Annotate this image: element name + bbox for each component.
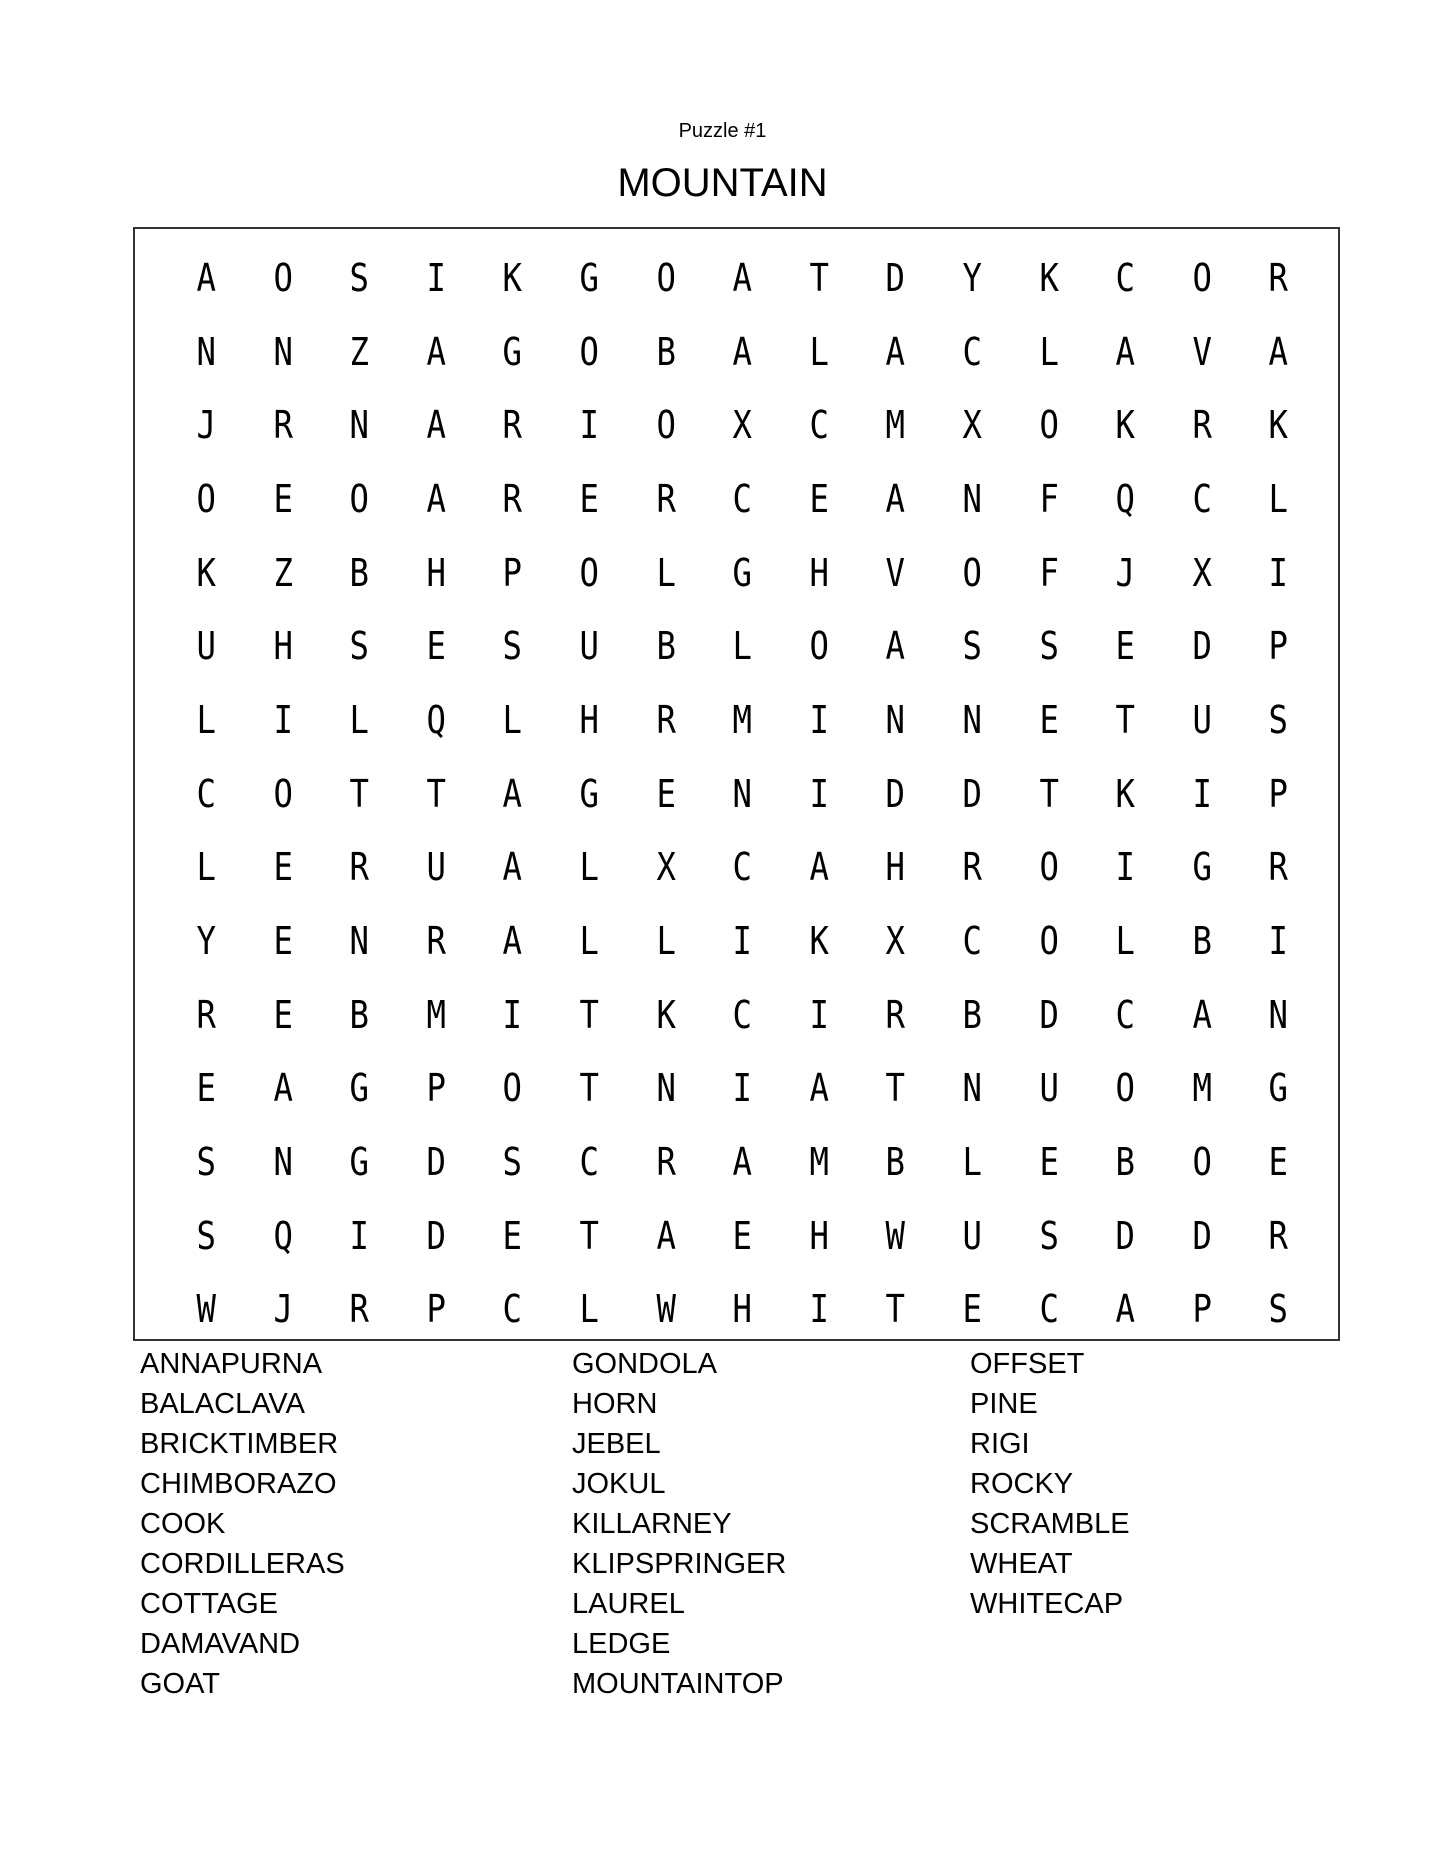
grid-cell[interactable]: N [1268,992,1289,1037]
grid-cell[interactable]: K [809,919,829,964]
grid-cell[interactable]: Y [196,919,217,964]
word-list-item: COOK [140,1508,226,1540]
grid-cell[interactable]: X [885,919,906,964]
grid-cell[interactable]: B [656,624,676,669]
grid-cell[interactable]: G [579,255,599,300]
grid-cell[interactable]: G [349,1066,370,1111]
grid-cell[interactable]: W [885,1213,906,1258]
word-list-item: GOAT [140,1668,221,1700]
grid-cell[interactable]: N [349,919,370,964]
grid-cell[interactable]: M [809,1140,829,1185]
grid-cell[interactable]: C [1115,992,1136,1037]
word-list-item: COTTAGE [140,1588,279,1620]
grid-cell[interactable]: C [809,403,829,448]
grid-cell[interactable]: S [1039,1213,1059,1258]
grid-cell[interactable]: C [732,476,753,521]
grid-cell[interactable]: N [885,697,906,742]
grid-cell[interactable]: E [196,1066,217,1111]
word-list-item: WHEAT [970,1548,1073,1580]
grid-cell[interactable]: E [1039,697,1059,742]
grid-cell[interactable]: N [656,1066,676,1111]
grid-cell[interactable]: E [1115,624,1136,669]
grid-cell[interactable]: A [273,1066,293,1111]
grid-cell[interactable]: A [885,624,906,669]
grid-cell[interactable]: G [1192,845,1212,890]
grid-cell[interactable]: T [1039,771,1059,816]
grid-cell[interactable]: K [1115,771,1136,816]
grid-cell[interactable]: L [502,697,523,742]
grid-cell[interactable]: C [732,992,753,1037]
grid-cell[interactable]: S [349,624,370,669]
grid-cell[interactable]: O [1039,919,1059,964]
grid-cell[interactable]: C [1192,476,1212,521]
grid-cell[interactable]: H [885,845,906,890]
grid-cell[interactable]: O [349,476,370,521]
grid-cell[interactable]: Z [273,550,293,595]
grid-cell[interactable]: T [426,771,446,816]
grid-cell[interactable]: S [502,624,523,669]
grid-cell[interactable]: X [1192,550,1212,595]
grid-cell[interactable]: M [885,403,906,448]
grid-cell[interactable]: M [1192,1066,1212,1111]
grid-cell[interactable]: S [502,1140,523,1185]
grid-cell[interactable]: A [502,771,523,816]
grid-cell[interactable]: O [1192,1140,1212,1185]
grid-cell[interactable]: H [809,1213,829,1258]
grid-cell[interactable]: A [809,1066,829,1111]
grid-cell[interactable]: Q [426,697,446,742]
grid-cell[interactable]: D [1192,624,1212,669]
grid-cell[interactable]: W [196,1287,217,1332]
grid-cell[interactable]: L [656,919,676,964]
grid-cell[interactable]: A [885,329,906,374]
grid-cell[interactable]: K [1115,403,1136,448]
puzzle-number: Puzzle #1 [678,120,767,142]
grid-cell[interactable]: I [809,771,829,816]
grid-cell[interactable]: E [656,771,676,816]
grid-cell[interactable]: C [1039,1287,1059,1332]
grid-cell[interactable]: L [656,550,676,595]
word-list-column-1 [140,1344,345,1704]
grid-cell[interactable]: A [426,403,446,448]
grid-cell[interactable]: T [809,255,829,300]
grid-cell[interactable]: Q [273,1213,293,1258]
grid-cell[interactable]: D [426,1213,446,1258]
grid-cell[interactable]: E [426,624,446,669]
grid-cell[interactable]: N [273,1140,293,1185]
grid-cell[interactable]: M [426,992,446,1037]
grid-cell[interactable]: U [1192,697,1212,742]
word-list-column-2 [572,1344,786,1704]
grid-cell[interactable]: G [349,1140,370,1185]
grid-cell[interactable]: D [962,771,982,816]
grid-cell[interactable]: A [732,255,753,300]
word-list-column-3 [970,1344,1130,1624]
grid-cell[interactable]: X [732,403,753,448]
grid-cell[interactable]: K [1268,403,1289,448]
grid-cell[interactable]: T [1115,697,1136,742]
grid-cell[interactable]: D [1115,1213,1136,1258]
grid-cell[interactable]: H [426,550,446,595]
grid-cell[interactable]: C [502,1287,523,1332]
grid-cell[interactable]: L [579,845,599,890]
word-list-item: JOKUL [572,1468,666,1500]
grid-cell[interactable]: A [809,845,829,890]
grid-cell[interactable]: V [885,550,906,595]
grid-cell[interactable]: V [1192,329,1212,374]
word-list-item: RIGI [970,1428,1030,1460]
grid-cell[interactable]: L [196,845,217,890]
grid-cell[interactable]: R [885,992,906,1037]
word-list-item: KLIPSPRINGER [572,1548,787,1580]
grid-cell[interactable]: U [962,1213,982,1258]
word-list-item: MOUNTAINTOP [572,1668,784,1700]
grid-cell[interactable]: P [1268,771,1289,816]
grid-cell[interactable]: E [1268,1140,1289,1185]
word-list-item: HORN [572,1388,658,1420]
grid-cell[interactable]: P [1192,1287,1212,1332]
grid-cell[interactable]: R [656,476,676,521]
grid-cell[interactable]: A [1115,329,1136,374]
grid-cell[interactable]: U [579,624,599,669]
grid-cell[interactable]: P [426,1287,446,1332]
grid-cell[interactable]: C [962,919,982,964]
grid-cell[interactable]: O [579,550,599,595]
grid-cell[interactable]: A [1192,992,1212,1037]
grid-cell[interactable]: I [732,919,753,964]
word-list-item: BALACLAVA [140,1388,305,1420]
grid-cell[interactable]: P [1268,624,1289,669]
grid-cell[interactable]: T [579,1066,599,1111]
grid-cell[interactable]: R [349,845,370,890]
grid-cell[interactable]: E [273,845,293,890]
grid-cell[interactable]: Y [962,255,982,300]
grid-cell[interactable]: A [502,845,523,890]
grid-cell[interactable]: A [732,329,753,374]
grid-cell[interactable]: K [502,255,523,300]
grid-cell[interactable]: J [1115,550,1136,595]
grid-cell[interactable]: E [962,1287,982,1332]
grid-cell[interactable]: T [349,771,370,816]
grid-cell[interactable]: T [579,1213,599,1258]
grid-cell[interactable]: S [196,1213,217,1258]
grid-cell[interactable]: O [962,550,982,595]
grid-cell[interactable]: O [809,624,829,669]
grid-cell[interactable]: S [349,255,370,300]
grid-cell[interactable]: N [349,403,370,448]
grid-cell[interactable]: S [1268,697,1289,742]
grid-cell[interactable]: A [732,1140,753,1185]
grid-cell[interactable]: E [273,992,293,1037]
grid-cell[interactable]: E [273,919,293,964]
grid-cell[interactable]: O [1115,1066,1136,1111]
grid-cell[interactable]: S [196,1140,217,1185]
grid-cell[interactable]: I [579,403,599,448]
grid-cell[interactable]: A [1115,1287,1136,1332]
grid-cell[interactable]: T [579,992,599,1037]
word-list-item: OFFSET [970,1348,1085,1380]
grid-cell[interactable]: O [1192,255,1212,300]
grid-cell[interactable]: O [656,403,676,448]
grid-cell[interactable]: L [962,1140,982,1185]
word-list-item: ANNAPURNA [140,1348,323,1380]
grid-cell[interactable]: O [656,255,676,300]
grid-cell[interactable]: X [656,845,676,890]
grid-cell[interactable]: G [502,329,523,374]
grid-cell[interactable]: O [1039,845,1059,890]
grid-cell[interactable]: Z [349,329,370,374]
grid-cell[interactable]: U [426,845,446,890]
grid-cell[interactable]: D [885,255,906,300]
grid-cell[interactable]: H [579,697,599,742]
grid-cell[interactable]: L [1268,476,1289,521]
grid-cell[interactable]: L [349,697,370,742]
grid-cell[interactable]: T [885,1287,906,1332]
grid-cell[interactable]: I [502,992,523,1037]
grid-cell[interactable]: Q [1115,476,1136,521]
grid-cell[interactable]: K [656,992,676,1037]
grid-cell[interactable]: C [196,771,217,816]
grid-cell[interactable]: N [962,476,982,521]
grid-cell[interactable]: I [1268,550,1289,595]
grid-cell[interactable]: H [732,1287,753,1332]
grid-cell[interactable]: L [579,919,599,964]
word-list-item: LAUREL [572,1588,685,1620]
grid-cell[interactable]: R [1268,255,1289,300]
grid-cell[interactable]: I [1268,919,1289,964]
grid-cell[interactable]: S [962,624,982,669]
grid-cell[interactable]: E [502,1213,523,1258]
grid-cell[interactable]: I [1115,845,1136,890]
grid-cell[interactable]: R [656,697,676,742]
grid-cell[interactable]: F [1039,476,1059,521]
grid-cell[interactable]: G [1268,1066,1289,1111]
grid-cell[interactable]: O [502,1066,523,1111]
grid-cell[interactable]: E [273,476,293,521]
grid-cell[interactable]: O [579,329,599,374]
grid-cell[interactable]: H [273,624,293,669]
grid-cell[interactable]: B [656,329,676,374]
word-list-item: GONDOLA [572,1348,718,1380]
grid-cell[interactable]: I [732,1066,753,1111]
word-list-item: CHIMBORAZO [140,1468,337,1500]
grid-cell[interactable]: I [349,1213,370,1258]
grid-cell[interactable]: E [732,1213,753,1258]
grid-cell[interactable]: U [196,624,217,669]
grid-cell[interactable]: A [426,476,446,521]
word-list-item: DAMAVAND [140,1628,301,1660]
word-list-item: JEBEL [572,1428,661,1460]
grid-cell[interactable]: C [732,845,753,890]
grid-cell[interactable]: D [426,1140,446,1185]
grid-cell[interactable]: O [273,255,293,300]
grid-cell[interactable]: I [809,697,829,742]
grid-cell[interactable]: W [656,1287,676,1332]
grid-cell[interactable]: M [732,697,753,742]
grid-cell[interactable]: U [1039,1066,1059,1111]
grid-cell[interactable]: A [426,329,446,374]
grid-cell[interactable]: B [349,992,370,1037]
word-list-item: BRICKTIMBER [140,1428,339,1460]
grid-cell[interactable]: B [349,550,370,595]
grid-cell[interactable]: B [885,1140,906,1185]
grid-cell[interactable]: A [196,255,217,300]
grid-cell[interactable]: R [196,992,217,1037]
grid-cell[interactable]: G [732,550,753,595]
grid-cell[interactable]: L [579,1287,599,1332]
grid-cell[interactable]: S [1268,1287,1289,1332]
grid-cell[interactable]: T [885,1066,906,1111]
grid-cell[interactable]: R [656,1140,676,1185]
word-list-item: KILLARNEY [572,1508,732,1540]
grid-cell[interactable]: N [196,329,217,374]
grid-cell[interactable]: R [1192,403,1212,448]
grid-cell[interactable]: J [196,403,217,448]
grid-cell[interactable]: C [579,1140,599,1185]
grid-cell[interactable]: E [579,476,599,521]
grid-cell[interactable]: I [273,697,293,742]
grid-cell[interactable]: C [1115,255,1136,300]
grid-cell[interactable]: A [502,919,523,964]
puzzle-title: MOUNTAIN [617,161,828,205]
grid-cell[interactable]: J [273,1287,293,1332]
grid-cell[interactable]: R [502,476,523,521]
grid-cell[interactable]: D [1039,992,1059,1037]
grid-cell[interactable]: A [885,476,906,521]
word-list-item: LEDGE [572,1628,671,1660]
grid-cell[interactable]: D [885,771,906,816]
grid-cell[interactable]: N [962,697,982,742]
grid-cell[interactable]: O [196,476,217,521]
word-list-item: ROCKY [970,1468,1074,1500]
letter-grid [168,241,1317,1346]
grid-cell[interactable]: K [196,550,217,595]
grid-cell[interactable]: L [1115,919,1136,964]
grid-cell[interactable]: R [426,919,446,964]
grid-cell[interactable]: R [502,403,523,448]
word-list-item: WHITECAP [970,1588,1124,1620]
grid-cell[interactable]: L [809,329,829,374]
grid-cell[interactable]: A [1268,329,1289,374]
grid-cell[interactable]: L [1039,329,1059,374]
grid-cell[interactable]: X [962,403,982,448]
grid-cell[interactable]: N [273,329,293,374]
grid-cell[interactable]: I [1192,771,1212,816]
grid-cell[interactable]: L [732,624,753,669]
grid-cell[interactable]: E [1039,1140,1059,1185]
grid-cell[interactable]: H [809,550,829,595]
word-list-item: PINE [970,1388,1038,1420]
grid-cell[interactable]: D [1192,1213,1212,1258]
grid-cell[interactable]: R [273,403,293,448]
grid-cell[interactable]: L [196,697,217,742]
grid-cell[interactable]: R [349,1287,370,1332]
grid-cell[interactable]: O [273,771,293,816]
grid-cell[interactable]: P [502,550,523,595]
grid-cell[interactable]: C [962,329,982,374]
grid-cell[interactable]: P [426,1066,446,1111]
grid-cell[interactable]: A [656,1213,676,1258]
word-list-item: SCRAMBLE [970,1508,1130,1540]
grid-cell[interactable]: B [1192,919,1212,964]
grid-cell[interactable]: B [1115,1140,1136,1185]
word-list-item: CORDILLERAS [140,1548,345,1580]
grid-cell[interactable]: G [579,771,599,816]
grid-cell[interactable]: I [809,992,829,1037]
grid-cell[interactable]: N [732,771,753,816]
grid-cell[interactable]: I [426,255,446,300]
letter-grid-box [133,227,1340,1341]
grid-cell[interactable]: I [809,1287,829,1332]
grid-cell[interactable]: E [809,476,829,521]
grid-cell[interactable]: N [962,1066,982,1111]
grid-cell[interactable]: R [962,845,982,890]
grid-cell[interactable]: K [1039,255,1059,300]
grid-cell[interactable]: S [1039,624,1059,669]
grid-cell[interactable]: R [1268,1213,1289,1258]
grid-cell[interactable]: O [1039,403,1059,448]
grid-cell[interactable]: F [1039,550,1059,595]
grid-cell[interactable]: R [1268,845,1289,890]
grid-cell[interactable]: B [962,992,982,1037]
